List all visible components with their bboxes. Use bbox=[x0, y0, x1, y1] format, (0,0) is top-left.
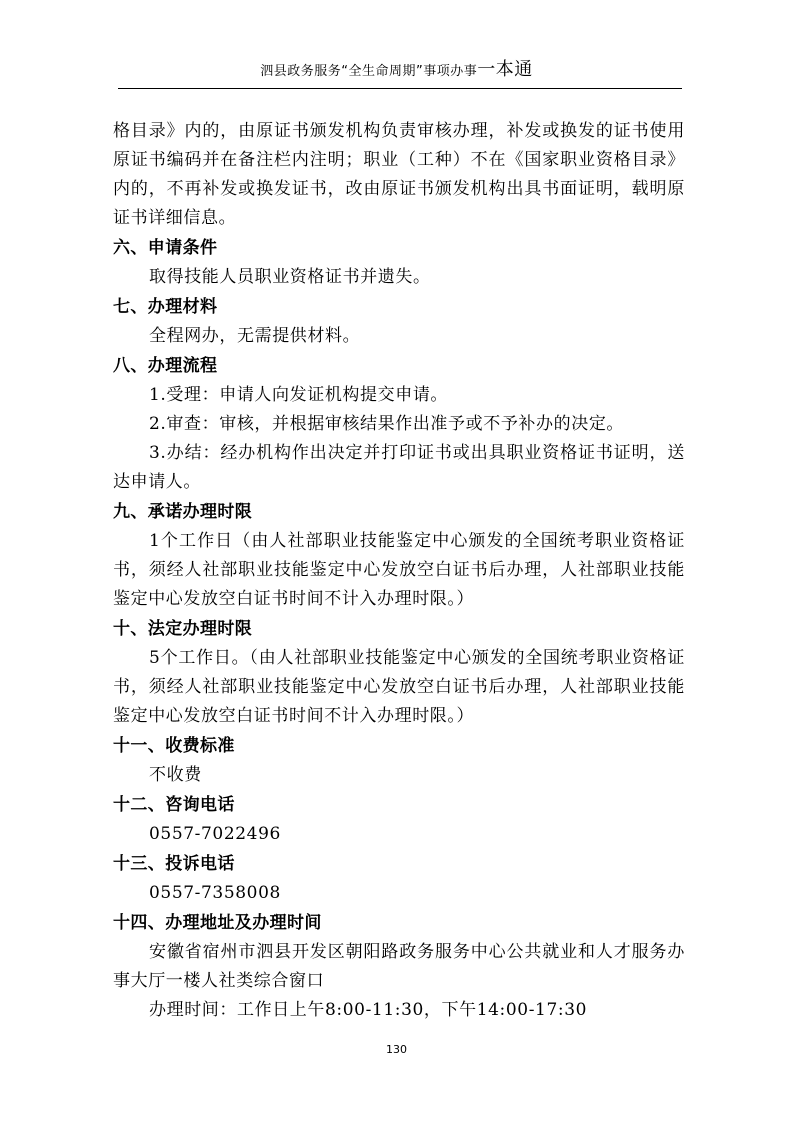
section-title: 六、申请条件 bbox=[113, 238, 218, 258]
section-required-materials bbox=[113, 293, 685, 351]
section-title: 十一、收费标准 bbox=[113, 736, 235, 756]
section-promised-time-limit bbox=[113, 498, 685, 614]
page-number: 130 bbox=[386, 1043, 407, 1056]
section-consultation-phone bbox=[113, 791, 685, 849]
document-body bbox=[113, 117, 685, 1025]
section-paragraph: 不收费 bbox=[149, 765, 202, 785]
section-process bbox=[113, 352, 685, 497]
section-title: 九、承诺办理时限 bbox=[113, 502, 253, 522]
page-header bbox=[0, 60, 793, 82]
section-paragraph: 1个工作日（由人社部职业技能鉴定中心颁发的全国统考职业资格证书，须经人社部职业技能鉴定中心发放空白证书后办理，人社部职业技能鉴定中心发放空白证书时间不计入办理时限。） bbox=[113, 531, 685, 609]
header-divider bbox=[118, 88, 682, 89]
office-address: 安徽省宿州市泗县开发区朝阳路政务服务中心公共就业和人才服务办事大厅一楼人社类综合窗口 bbox=[113, 942, 685, 991]
section-paragraph: 5个工作日。（由人社部职业技能鉴定中心颁发的全国统考职业资格证书，须经人社部职业技能鉴定中心发放空白证书后办理，人社部职业技能鉴定中心发放空白证书时间不计入办理时限。） bbox=[113, 648, 685, 726]
section-paragraph: 全程网办，无需提供材料。 bbox=[149, 326, 361, 346]
intro-paragraph: 格目录》内的，由原证书颁发机构负责审核办理，补发或换发的证书使用原证书编码并在备注栏内注明；职业（工种）不在《国家职业资格目录》内的，不再补发或换发证书，改由原证书颁发机构出具书面证明，载明原证书详细信息。 bbox=[113, 121, 685, 228]
section-title: 七、办理材料 bbox=[113, 297, 218, 317]
section-title: 八、办理流程 bbox=[113, 356, 218, 376]
process-step: 1.受理：申请人向发证机构提交申请。 bbox=[149, 385, 449, 405]
section-application-conditions bbox=[113, 234, 685, 292]
complaint-phone-number: 0557-7358008 bbox=[149, 883, 281, 903]
section-legal-time-limit bbox=[113, 615, 685, 731]
process-step: 3.办结：经办机构作出决定并打印证书或出具职业资格证书证明，送达申请人。 bbox=[113, 443, 685, 492]
section-title: 十二、咨询电话 bbox=[113, 795, 235, 815]
section-title: 十三、投诉电话 bbox=[113, 854, 235, 874]
header-title-emphasis: 一本通 bbox=[477, 59, 533, 80]
consultation-phone-number: 0557-7022496 bbox=[149, 824, 281, 844]
section-address-and-hours bbox=[113, 909, 685, 1025]
section-title: 十、法定办理时限 bbox=[113, 619, 253, 639]
section-paragraph: 取得技能人员职业资格证书并遗失。 bbox=[149, 267, 431, 287]
section-fee-standard bbox=[113, 732, 685, 790]
section-title: 十四、办理地址及办理时间 bbox=[113, 913, 322, 933]
section-complaint-phone bbox=[113, 850, 685, 908]
office-hours: 办理时间：工作日上午8:00-11:30，下午14:00-17:30 bbox=[149, 1000, 588, 1020]
header-title: 泗县政务服务“全生命周期”事项办事 bbox=[260, 64, 478, 79]
process-step: 2.审查：审核，并根据审核结果作出准予或不予补办的决定。 bbox=[149, 414, 625, 434]
